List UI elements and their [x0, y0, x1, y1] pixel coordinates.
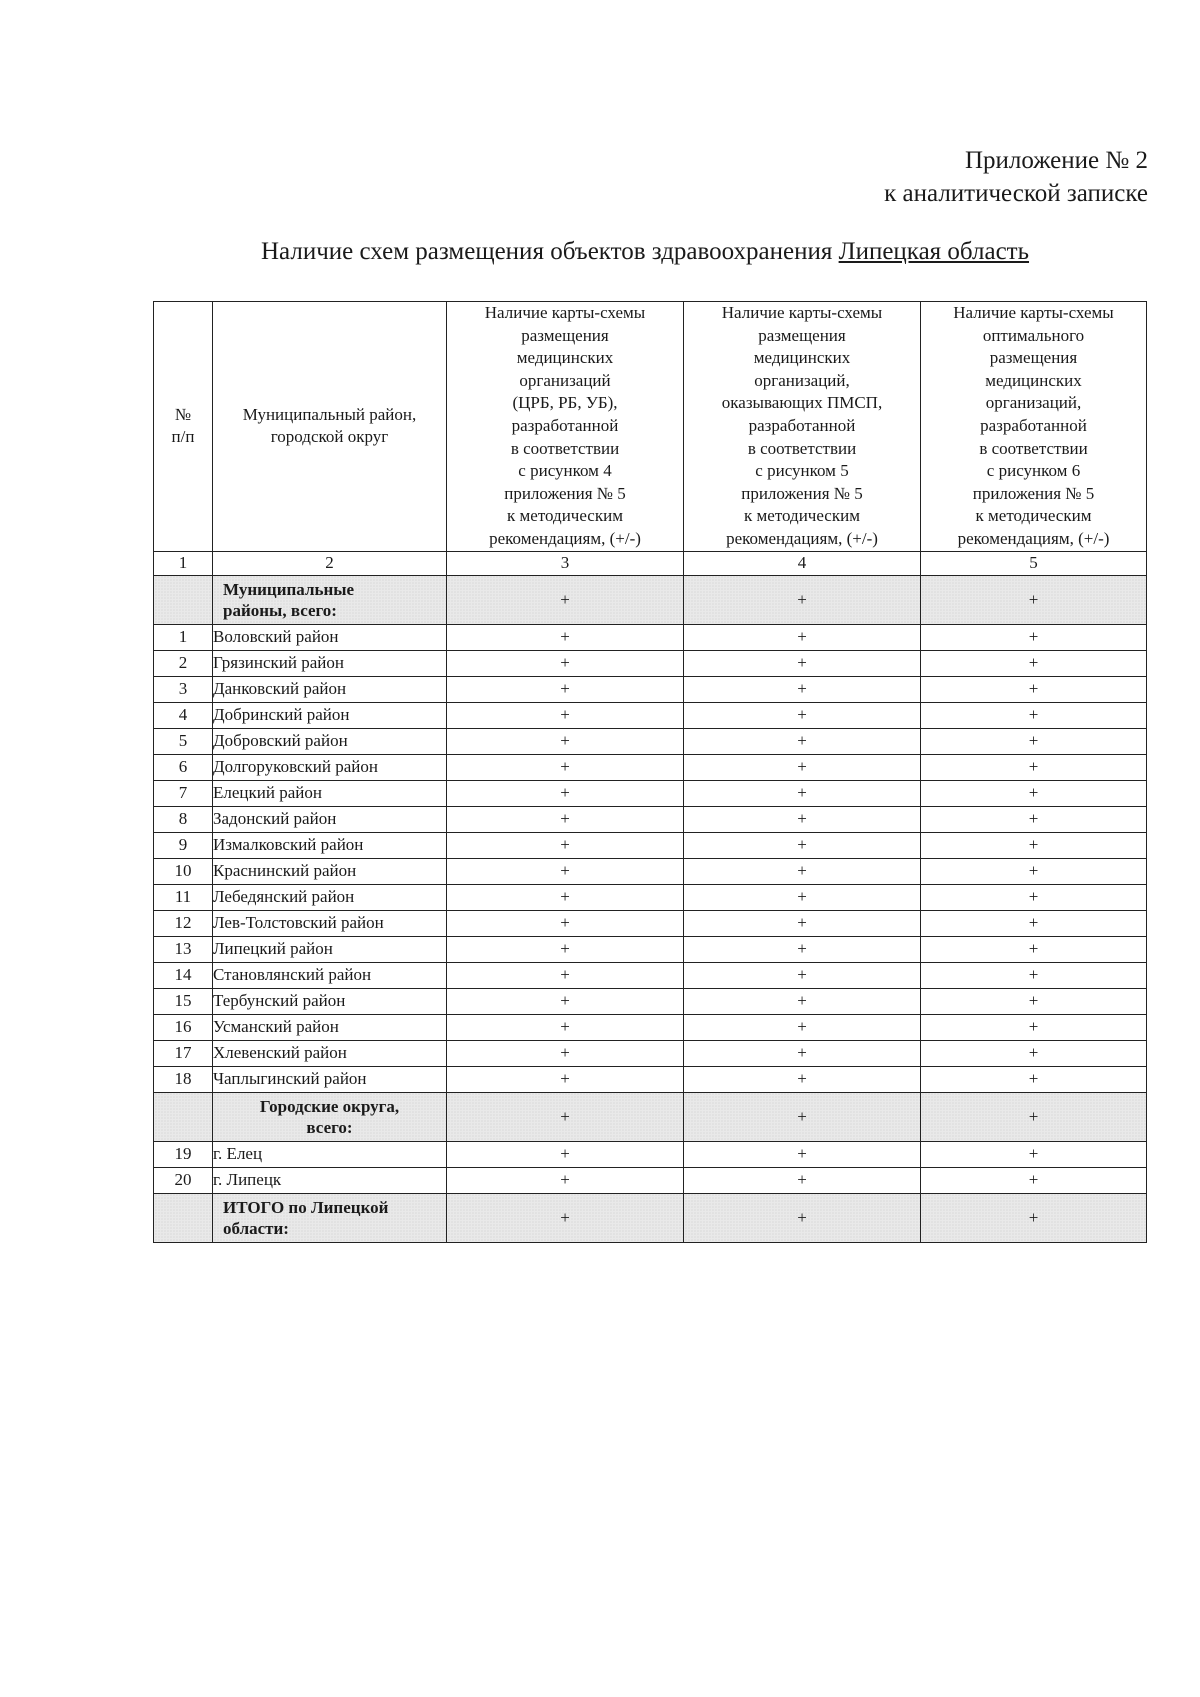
district-name: Липецкий район	[213, 936, 447, 962]
table-row	[154, 754, 1147, 780]
table-row	[154, 780, 1147, 806]
header-line: организаций,	[754, 370, 850, 390]
table-row	[154, 1014, 1147, 1040]
row-number: 6	[154, 754, 213, 780]
presence-mark: +	[921, 1167, 1147, 1193]
presence-mark: +	[447, 1040, 684, 1066]
presence-mark: +	[447, 624, 684, 650]
presence-mark: +	[921, 884, 1147, 910]
appendix-line-2: к аналитической записке	[884, 180, 1148, 207]
presence-mark: +	[684, 575, 921, 624]
presence-mark: +	[684, 858, 921, 884]
row-number: 9	[154, 832, 213, 858]
presence-mark: +	[921, 988, 1147, 1014]
row-number: 7	[154, 780, 213, 806]
district-name: Добринский район	[213, 702, 447, 728]
presence-mark: +	[447, 832, 684, 858]
header-line: размещения	[989, 348, 1078, 368]
header-line: №	[174, 404, 192, 424]
presence-mark: +	[921, 936, 1147, 962]
presence-mark: +	[447, 1141, 684, 1167]
presence-mark: +	[684, 702, 921, 728]
table-row	[154, 936, 1147, 962]
presence-mark: +	[447, 1014, 684, 1040]
header-line: в соответствии	[510, 438, 620, 458]
presence-mark: +	[684, 962, 921, 988]
presence-mark: +	[921, 728, 1147, 754]
column-index: 1	[154, 551, 213, 575]
row-number	[154, 575, 213, 624]
header-line: рекомендациям, (+/-)	[726, 528, 878, 548]
grand-total-row	[154, 1193, 1147, 1242]
table-row	[154, 832, 1147, 858]
column-index: 2	[213, 551, 447, 575]
urban-total-row	[154, 1092, 1147, 1141]
presence-mark: +	[684, 728, 921, 754]
summary-label-line: ИТОГО по Липецкой	[223, 1197, 389, 1217]
column-index-row	[154, 551, 1147, 575]
header-line: медицинских	[516, 348, 614, 368]
presence-mark: +	[447, 728, 684, 754]
presence-mark: +	[447, 1193, 684, 1242]
presence-mark: +	[684, 676, 921, 702]
header-line: с рисунком 4	[518, 461, 612, 481]
summary-label-line: Муниципальные	[223, 579, 355, 599]
district-name: Задонский район	[213, 806, 447, 832]
presence-mark: +	[447, 1066, 684, 1092]
row-number	[154, 1092, 213, 1141]
presence-mark: +	[684, 650, 921, 676]
presence-mark: +	[921, 650, 1147, 676]
presence-mark: +	[447, 575, 684, 624]
presence-mark: +	[921, 1040, 1147, 1066]
header-line: размещения	[521, 325, 609, 345]
presence-mark: +	[447, 884, 684, 910]
summary-label	[213, 1092, 447, 1141]
table-row	[154, 988, 1147, 1014]
district-name: Елецкий район	[213, 780, 447, 806]
header-line: в соответствии	[979, 438, 1088, 458]
presence-mark: +	[921, 910, 1147, 936]
presence-mark: +	[447, 676, 684, 702]
district-name: г. Липецк	[213, 1167, 447, 1193]
presence-mark: +	[921, 702, 1147, 728]
presence-mark: +	[684, 1040, 921, 1066]
presence-mark: +	[921, 1193, 1147, 1242]
table-row	[154, 1167, 1147, 1193]
presence-mark: +	[921, 962, 1147, 988]
header-line: медицинских	[753, 348, 851, 368]
row-number: 8	[154, 806, 213, 832]
schemes-table	[153, 301, 1147, 1243]
summary-label-line: Городские округа,	[259, 1096, 400, 1116]
header-col-5	[921, 302, 1147, 552]
header-line: организаций,	[985, 393, 1082, 413]
header-line: приложения № 5	[972, 483, 1095, 503]
row-number: 1	[154, 624, 213, 650]
header-line: оказывающих ПМСП,	[721, 393, 883, 413]
table-row	[154, 1066, 1147, 1092]
presence-mark: +	[921, 806, 1147, 832]
summary-label-line: всего:	[306, 1117, 353, 1137]
header-line: городской округ	[270, 427, 389, 447]
presence-mark: +	[684, 780, 921, 806]
header-line: разработанной	[511, 415, 619, 435]
district-name: Становлянский район	[213, 962, 447, 988]
presence-mark: +	[921, 832, 1147, 858]
table-row	[154, 858, 1147, 884]
header-num	[154, 302, 213, 552]
row-number: 2	[154, 650, 213, 676]
district-name: Лебедянский район	[213, 884, 447, 910]
presence-mark: +	[684, 1193, 921, 1242]
row-number: 14	[154, 962, 213, 988]
presence-mark: +	[447, 650, 684, 676]
appendix-note	[884, 144, 1148, 210]
row-number: 20	[154, 1167, 213, 1193]
document-title	[0, 236, 1200, 268]
presence-mark: +	[921, 1014, 1147, 1040]
presence-mark: +	[921, 1141, 1147, 1167]
column-index: 5	[921, 551, 1147, 575]
table-row	[154, 1141, 1147, 1167]
presence-mark: +	[921, 676, 1147, 702]
header-line: Наличие карты-схемы	[721, 303, 883, 322]
presence-mark: +	[447, 858, 684, 884]
table-row	[154, 910, 1147, 936]
table-row	[154, 702, 1147, 728]
presence-mark: +	[684, 1092, 921, 1141]
row-number: 4	[154, 702, 213, 728]
header-line: Наличие карты-схемы	[953, 303, 1114, 322]
row-number	[154, 1193, 213, 1242]
header-line: (ЦРБ, РБ, УБ),	[512, 393, 618, 413]
district-name: Воловский район	[213, 624, 447, 650]
table-row	[154, 728, 1147, 754]
presence-mark: +	[447, 754, 684, 780]
header-line: в соответствии	[747, 438, 857, 458]
presence-mark: +	[921, 624, 1147, 650]
presence-mark: +	[921, 754, 1147, 780]
header-line: разработанной	[980, 415, 1087, 435]
presence-mark: +	[447, 962, 684, 988]
summary-label	[213, 1193, 447, 1242]
row-number: 16	[154, 1014, 213, 1040]
table-row	[154, 650, 1147, 676]
header-name	[213, 302, 447, 552]
header-line: разработанной	[748, 415, 856, 435]
header-line: рекомендациям, (+/-)	[489, 528, 641, 548]
district-name: г. Елец	[213, 1141, 447, 1167]
title-region: Липецкая область	[838, 238, 1030, 265]
row-number: 10	[154, 858, 213, 884]
table-row	[154, 624, 1147, 650]
header-line: размещения	[758, 325, 846, 345]
presence-mark: +	[921, 1092, 1147, 1141]
header-line: к методическим	[507, 506, 623, 526]
presence-mark: +	[684, 624, 921, 650]
row-number: 11	[154, 884, 213, 910]
header-line: к методическим	[975, 506, 1092, 526]
header-line: рекомендациям, (+/-)	[957, 528, 1110, 548]
district-name: Чаплыгинский район	[213, 1066, 447, 1092]
municipal-total-row	[154, 575, 1147, 624]
summary-label	[213, 575, 447, 624]
header-line: к методическим	[744, 506, 860, 526]
row-number: 12	[154, 910, 213, 936]
presence-mark: +	[447, 1092, 684, 1141]
header-line: приложения № 5	[504, 483, 626, 503]
presence-mark: +	[921, 858, 1147, 884]
presence-mark: +	[684, 1014, 921, 1040]
table-row	[154, 806, 1147, 832]
presence-mark: +	[684, 910, 921, 936]
summary-label-line: области:	[223, 1218, 289, 1238]
presence-mark: +	[447, 806, 684, 832]
presence-mark: +	[447, 702, 684, 728]
header-line: п/п	[171, 427, 195, 447]
header-col-3	[447, 302, 684, 552]
presence-mark: +	[447, 988, 684, 1014]
header-row	[154, 302, 1147, 552]
title-text: Наличие схем размещения объектов здравоохранения	[260, 238, 833, 265]
presence-mark: +	[921, 1066, 1147, 1092]
header-line: Наличие карты-схемы	[484, 303, 646, 322]
appendix-line-1: Приложение № 2	[964, 147, 1148, 174]
district-name: Тербунский район	[213, 988, 447, 1014]
header-line: приложения № 5	[741, 483, 863, 503]
presence-mark: +	[684, 1167, 921, 1193]
presence-mark: +	[684, 988, 921, 1014]
header-line: оптимального	[982, 325, 1085, 345]
table-row	[154, 1040, 1147, 1066]
column-index: 3	[447, 551, 684, 575]
presence-mark: +	[684, 754, 921, 780]
district-name: Краснинский район	[213, 858, 447, 884]
header-col-4	[684, 302, 921, 552]
district-name: Измалковский район	[213, 832, 447, 858]
presence-mark: +	[447, 1167, 684, 1193]
header-line: с рисунком 6	[986, 461, 1081, 481]
row-number: 3	[154, 676, 213, 702]
presence-mark: +	[447, 910, 684, 936]
row-number: 17	[154, 1040, 213, 1066]
presence-mark: +	[684, 936, 921, 962]
header-line: медицинских	[985, 370, 1082, 390]
presence-mark: +	[684, 832, 921, 858]
district-name: Хлевенский район	[213, 1040, 447, 1066]
header-line: организаций	[519, 370, 611, 390]
presence-mark: +	[921, 780, 1147, 806]
presence-mark: +	[921, 575, 1147, 624]
district-name: Усманский район	[213, 1014, 447, 1040]
row-number: 19	[154, 1141, 213, 1167]
row-number: 15	[154, 988, 213, 1014]
district-name: Лев-Толстовский район	[213, 910, 447, 936]
table-row	[154, 884, 1147, 910]
presence-mark: +	[684, 884, 921, 910]
summary-label-line: районы, всего:	[223, 600, 337, 620]
header-line: с рисунком 5	[755, 461, 849, 481]
row-number: 13	[154, 936, 213, 962]
district-name: Долгоруковский район	[213, 754, 447, 780]
district-name: Данковский район	[213, 676, 447, 702]
district-name: Добровский район	[213, 728, 447, 754]
row-number: 18	[154, 1066, 213, 1092]
presence-mark: +	[684, 1066, 921, 1092]
presence-mark: +	[447, 936, 684, 962]
table-row	[154, 676, 1147, 702]
column-index: 4	[684, 551, 921, 575]
header-line: Муниципальный район,	[242, 404, 417, 424]
row-number: 5	[154, 728, 213, 754]
presence-mark: +	[447, 780, 684, 806]
presence-mark: +	[684, 1141, 921, 1167]
table-row	[154, 962, 1147, 988]
presence-mark: +	[684, 806, 921, 832]
district-name: Грязинский район	[213, 650, 447, 676]
